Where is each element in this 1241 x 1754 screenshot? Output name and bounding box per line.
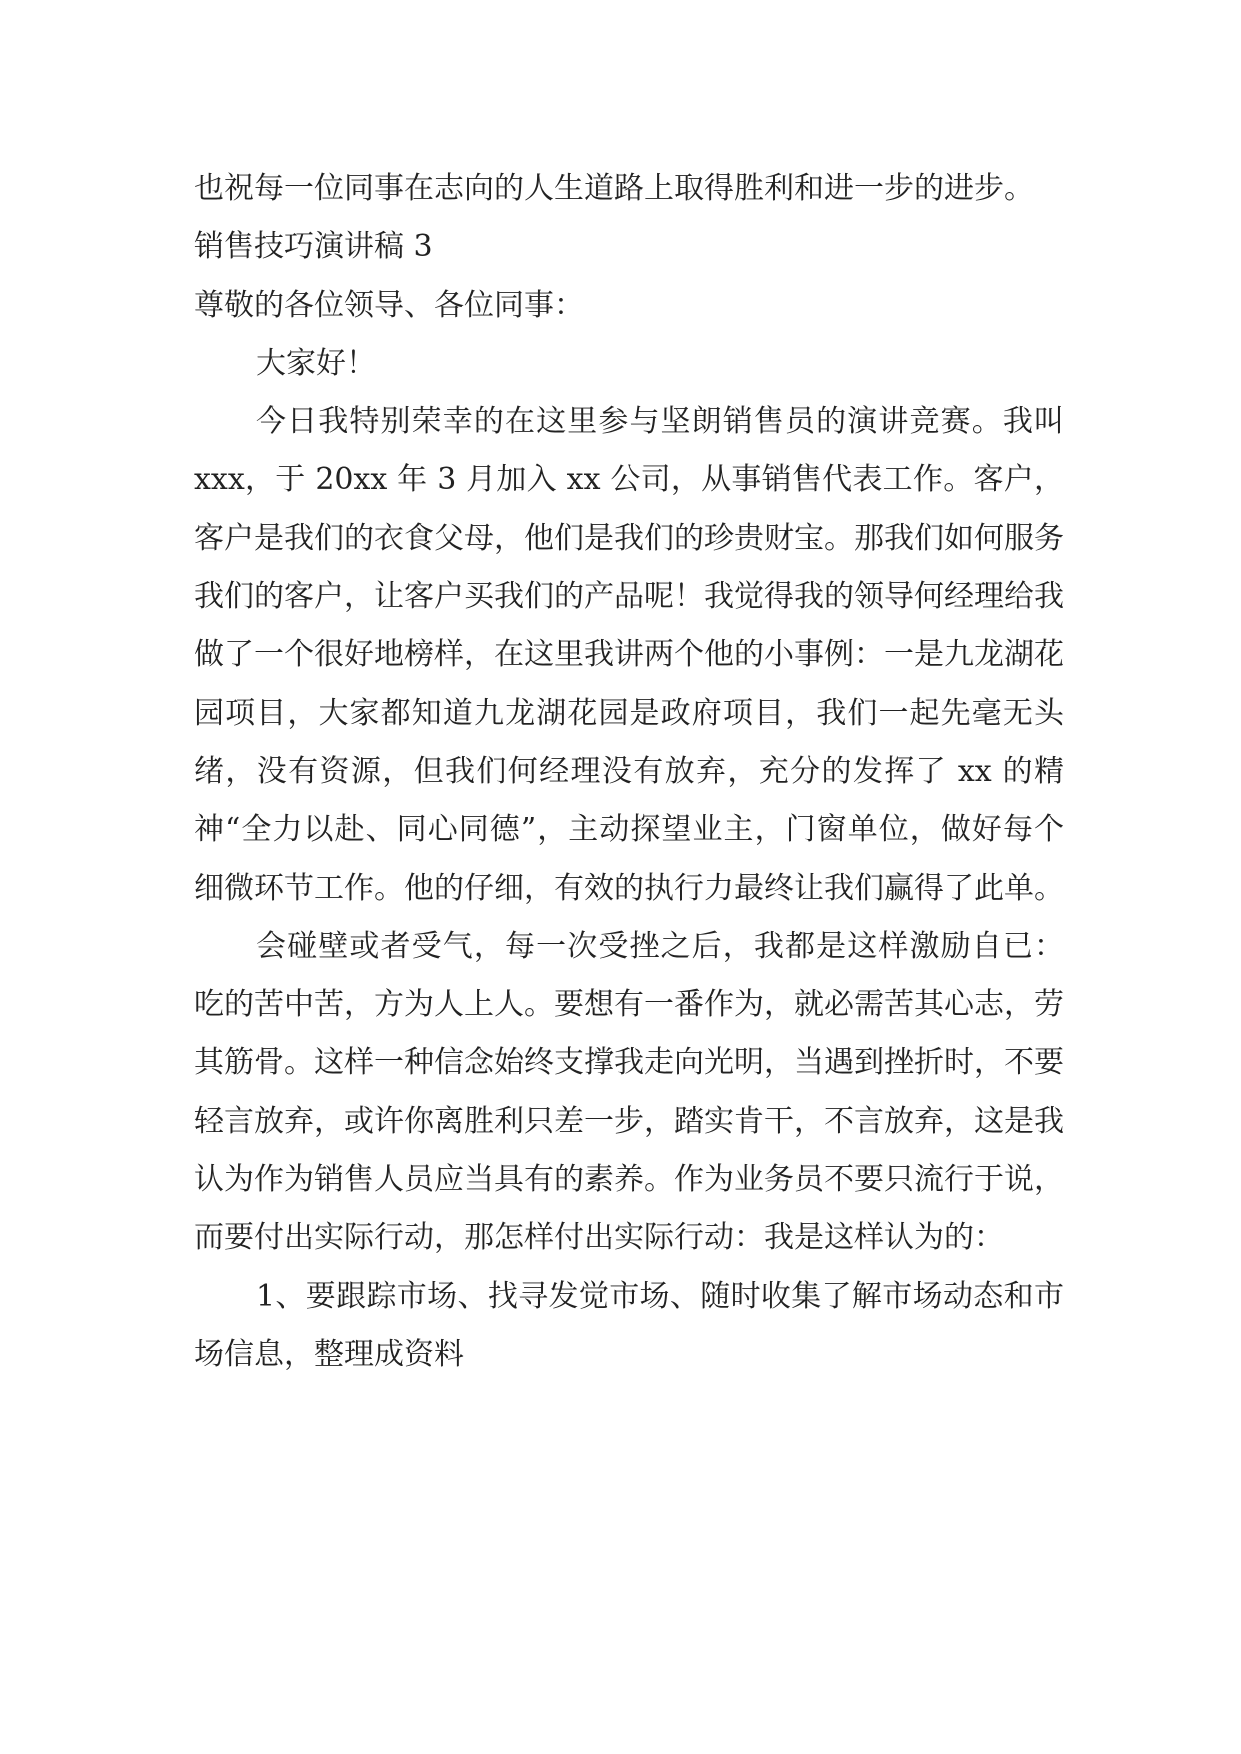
body-paragraph: 今日我特别荣幸的在这里参与坚朗销售员的演讲竞赛。我叫 xxx，于 20xx 年 3 月加入 xx 公司，从事销售代表工作。客户，客户是我们的衣食父母，他们是我们的珍贵财宝。那我们如何服务我们的客户，让客户买我们的产品呢！我觉得我的领导何经理给我做了一个很好地榜样，在这里我讲两个他的小事例：一是九龙湖花园项目，大家都知道九龙湖花园是政府项目，我们一起先毫无头绪，没有资源，但我们何经理没有放弃，充分的发挥了 xx 的精神“全力以赴、同心同德”，主动探望业主，门窗单位，做好每个细微环节工作。他的仔细，有效的执行力最终让我们赢得了此单。 — [194, 404, 1064, 906]
document-body — [194, 160, 1064, 1384]
salutation-line: 尊敬的各位领导、各位同事： — [194, 287, 584, 323]
greeting-line: 大家好！ — [256, 345, 376, 381]
closing-wish-paragraph: 也祝每一位同事在志向的人生道路上取得胜利和进一步的进步。 — [194, 171, 1034, 206]
body-paragraph: 会碰壁或者受气，每一次受挫之后，我都是这样激励自已：吃的苦中苦，方为人上人。要想有一番作为，就必需苦其心志，劳其筋骨。这样一种信念始终支撑我走向光明，当遇到挫折时，不要轻言放弃，或许你离胜利只差一步，踏实肯干，不言放弃，这是我认为作为销售人员应当具有的素养。作为业务员不要只流行于说，而要付出实际行动，那怎样付出实际行动：我是这样认为的： — [194, 928, 1064, 1256]
speech-title: 销售技巧演讲稿 3 — [194, 229, 433, 265]
numbered-list-item: 1、要跟踪市场、找寻发觉市场、随时收集了解市场动态和市场信息，整理成资料 — [194, 1278, 1064, 1372]
